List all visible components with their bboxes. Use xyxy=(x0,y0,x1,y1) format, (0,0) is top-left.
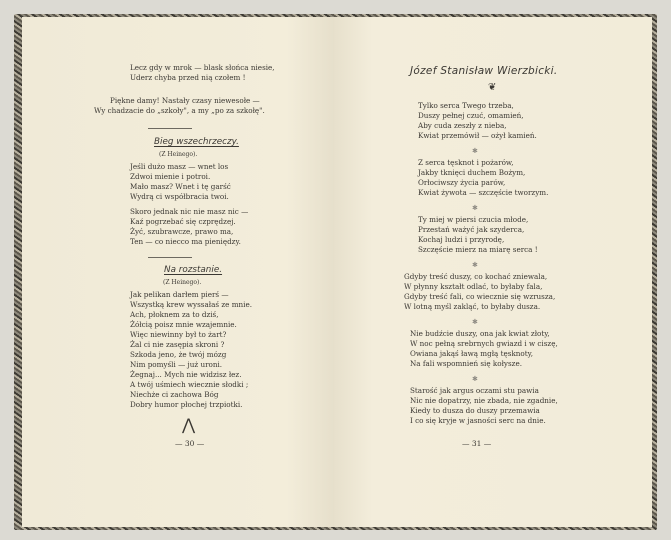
poem-line: Ach, płoknem za to dziś, xyxy=(130,310,219,319)
poem-line: Kaź pogrzebać się czprędzej. xyxy=(130,217,236,226)
section-divider xyxy=(148,257,192,258)
poem-line: I co się kryje w jasności serc na dnie. xyxy=(410,416,546,425)
poem-line: Gdyby treść fali, co wiecznie się wzrusza, xyxy=(404,292,556,301)
right-page xyxy=(334,17,652,527)
stanza-separator-icon: ✱ xyxy=(472,375,478,383)
page-number: — 30 — xyxy=(175,439,205,448)
poem-line: Skoro jednak nic nie masz nic — xyxy=(130,207,249,216)
ornament-icon: ⋀ xyxy=(182,415,196,434)
poem-line: W płynny kształt odlać, to byłaby fala, xyxy=(404,282,543,291)
author-name: Józef Stanisław Wierzbicki. xyxy=(410,65,558,77)
opening-line: Uderz chyba przed nią czołem ! xyxy=(130,73,246,82)
poem-line: Jak pelikan darłem pierś — xyxy=(130,290,229,299)
closing-line: Piękne damy! Nastały czasy niewesołe — xyxy=(110,96,260,105)
poem-line: Duszy pełnej czuć, omamień, xyxy=(418,111,524,120)
section-divider xyxy=(148,128,192,129)
stanza-separator-icon: ✱ xyxy=(472,204,478,212)
poem-subtitle: (Z Heinego). xyxy=(159,151,198,158)
poem-line: Kiedy to dusza do duszy przemawia xyxy=(410,406,540,415)
poem-line: Nim pomyśli — już uroni. xyxy=(130,360,223,369)
poem-line: Przestań ważyć jak szyderca, xyxy=(418,225,525,234)
poem-line: Starość jak argus oczami stu pawia xyxy=(410,386,539,395)
poem-line: Żegnaj... Mych nie widzisz łez. xyxy=(130,370,242,379)
poem-line: Kwiat żywota — szczęście tworzym. xyxy=(418,188,549,197)
poem-line: Jeśli dużo masz — wnet los xyxy=(130,162,229,171)
stanza-separator-icon: ✱ xyxy=(472,147,478,155)
stanza-separator-icon: ✱ xyxy=(472,318,478,326)
poem-line: Orłociwszy życia parów, xyxy=(418,178,506,187)
poem-line: Szczęście mierz na miarę serca ! xyxy=(418,245,538,254)
poem-title: Na rozstanie. xyxy=(164,265,223,275)
poem-line: Zdwoi mienie i potroi. xyxy=(130,172,211,181)
opening-line: Lecz gdy w mrok — blask słońca niesie, xyxy=(130,63,275,72)
left-page xyxy=(22,17,334,527)
poem-line: Gdyby treść duszy, co kochać zniewala, xyxy=(404,272,548,281)
poem-line: Kochaj ludzi i przyrodę, xyxy=(418,235,505,244)
stanza-separator-icon: ✱ xyxy=(472,261,478,269)
poem-line: Dobry humor płochej trzpiotki. xyxy=(130,400,243,409)
poem-line: Wszystką krew wyssałaś ze mnie. xyxy=(130,300,252,309)
poem-line: Żyć, szubrawcze, prawo ma, xyxy=(130,227,234,236)
poem-subtitle: (Z Heinego). xyxy=(163,279,202,286)
page-number: — 31 — xyxy=(462,439,492,448)
poem-line: Niechże ci zachowa Bóg xyxy=(130,390,219,399)
poem-line: W noc pełną srebrnych gwiazd i w ciszę, xyxy=(410,339,558,348)
poem-line: A twój uśmiech wiecznie słodki ; xyxy=(130,380,249,389)
poem-line: Szkoda jeno, że twój mózg xyxy=(130,350,227,359)
ornament-icon: ❦ xyxy=(488,82,497,93)
poem-line: Nic nie dopatrzy, nie zbada, nie zgadnie, xyxy=(410,396,558,405)
poem-line: Ten — co niecco ma pieniędzy. xyxy=(130,237,241,246)
poem-line: Kwiat przemówił — ożył kamień. xyxy=(418,131,537,140)
poem-line: Wydrą ci współbracia twoi. xyxy=(130,192,229,201)
poem-line: Z serca tęsknot i pożarów, xyxy=(418,158,514,167)
poem-line: Żal ci nie zasępia skroni ? xyxy=(130,340,225,349)
closing-line: Wy chadzacie do „szkoły", a my „po za szkołę". xyxy=(94,106,265,115)
poem-line: Tylko serca Twego trzeba, xyxy=(418,101,514,110)
poem-line: W lotną myśl zakląć, to byłaby dusza. xyxy=(404,302,541,311)
poem-line: Na fali wspomnień się kołysze. xyxy=(410,359,522,368)
poem-line: Nie budźcie duszy, ona jak kwiat złoty, xyxy=(410,329,550,338)
poem-line: Jakby tknięci duchem Bożym, xyxy=(418,168,526,177)
poem-line: Ty miej w piersi czucia młode, xyxy=(418,215,529,224)
poem-title: Bieg wszechrzeczy. xyxy=(154,137,239,147)
poem-line: Mało masz? Wnet i tę garść xyxy=(130,182,231,191)
poem-line: Więc niewinny był to żart? xyxy=(130,330,227,339)
poem-line: Żółcią poisz mnie wzajemnie. xyxy=(130,320,237,329)
poem-line: Owiana jakąś ławą mgłą tęsknoty, xyxy=(410,349,534,358)
poem-line: Aby cuda zeszły z nieba, xyxy=(418,121,507,130)
